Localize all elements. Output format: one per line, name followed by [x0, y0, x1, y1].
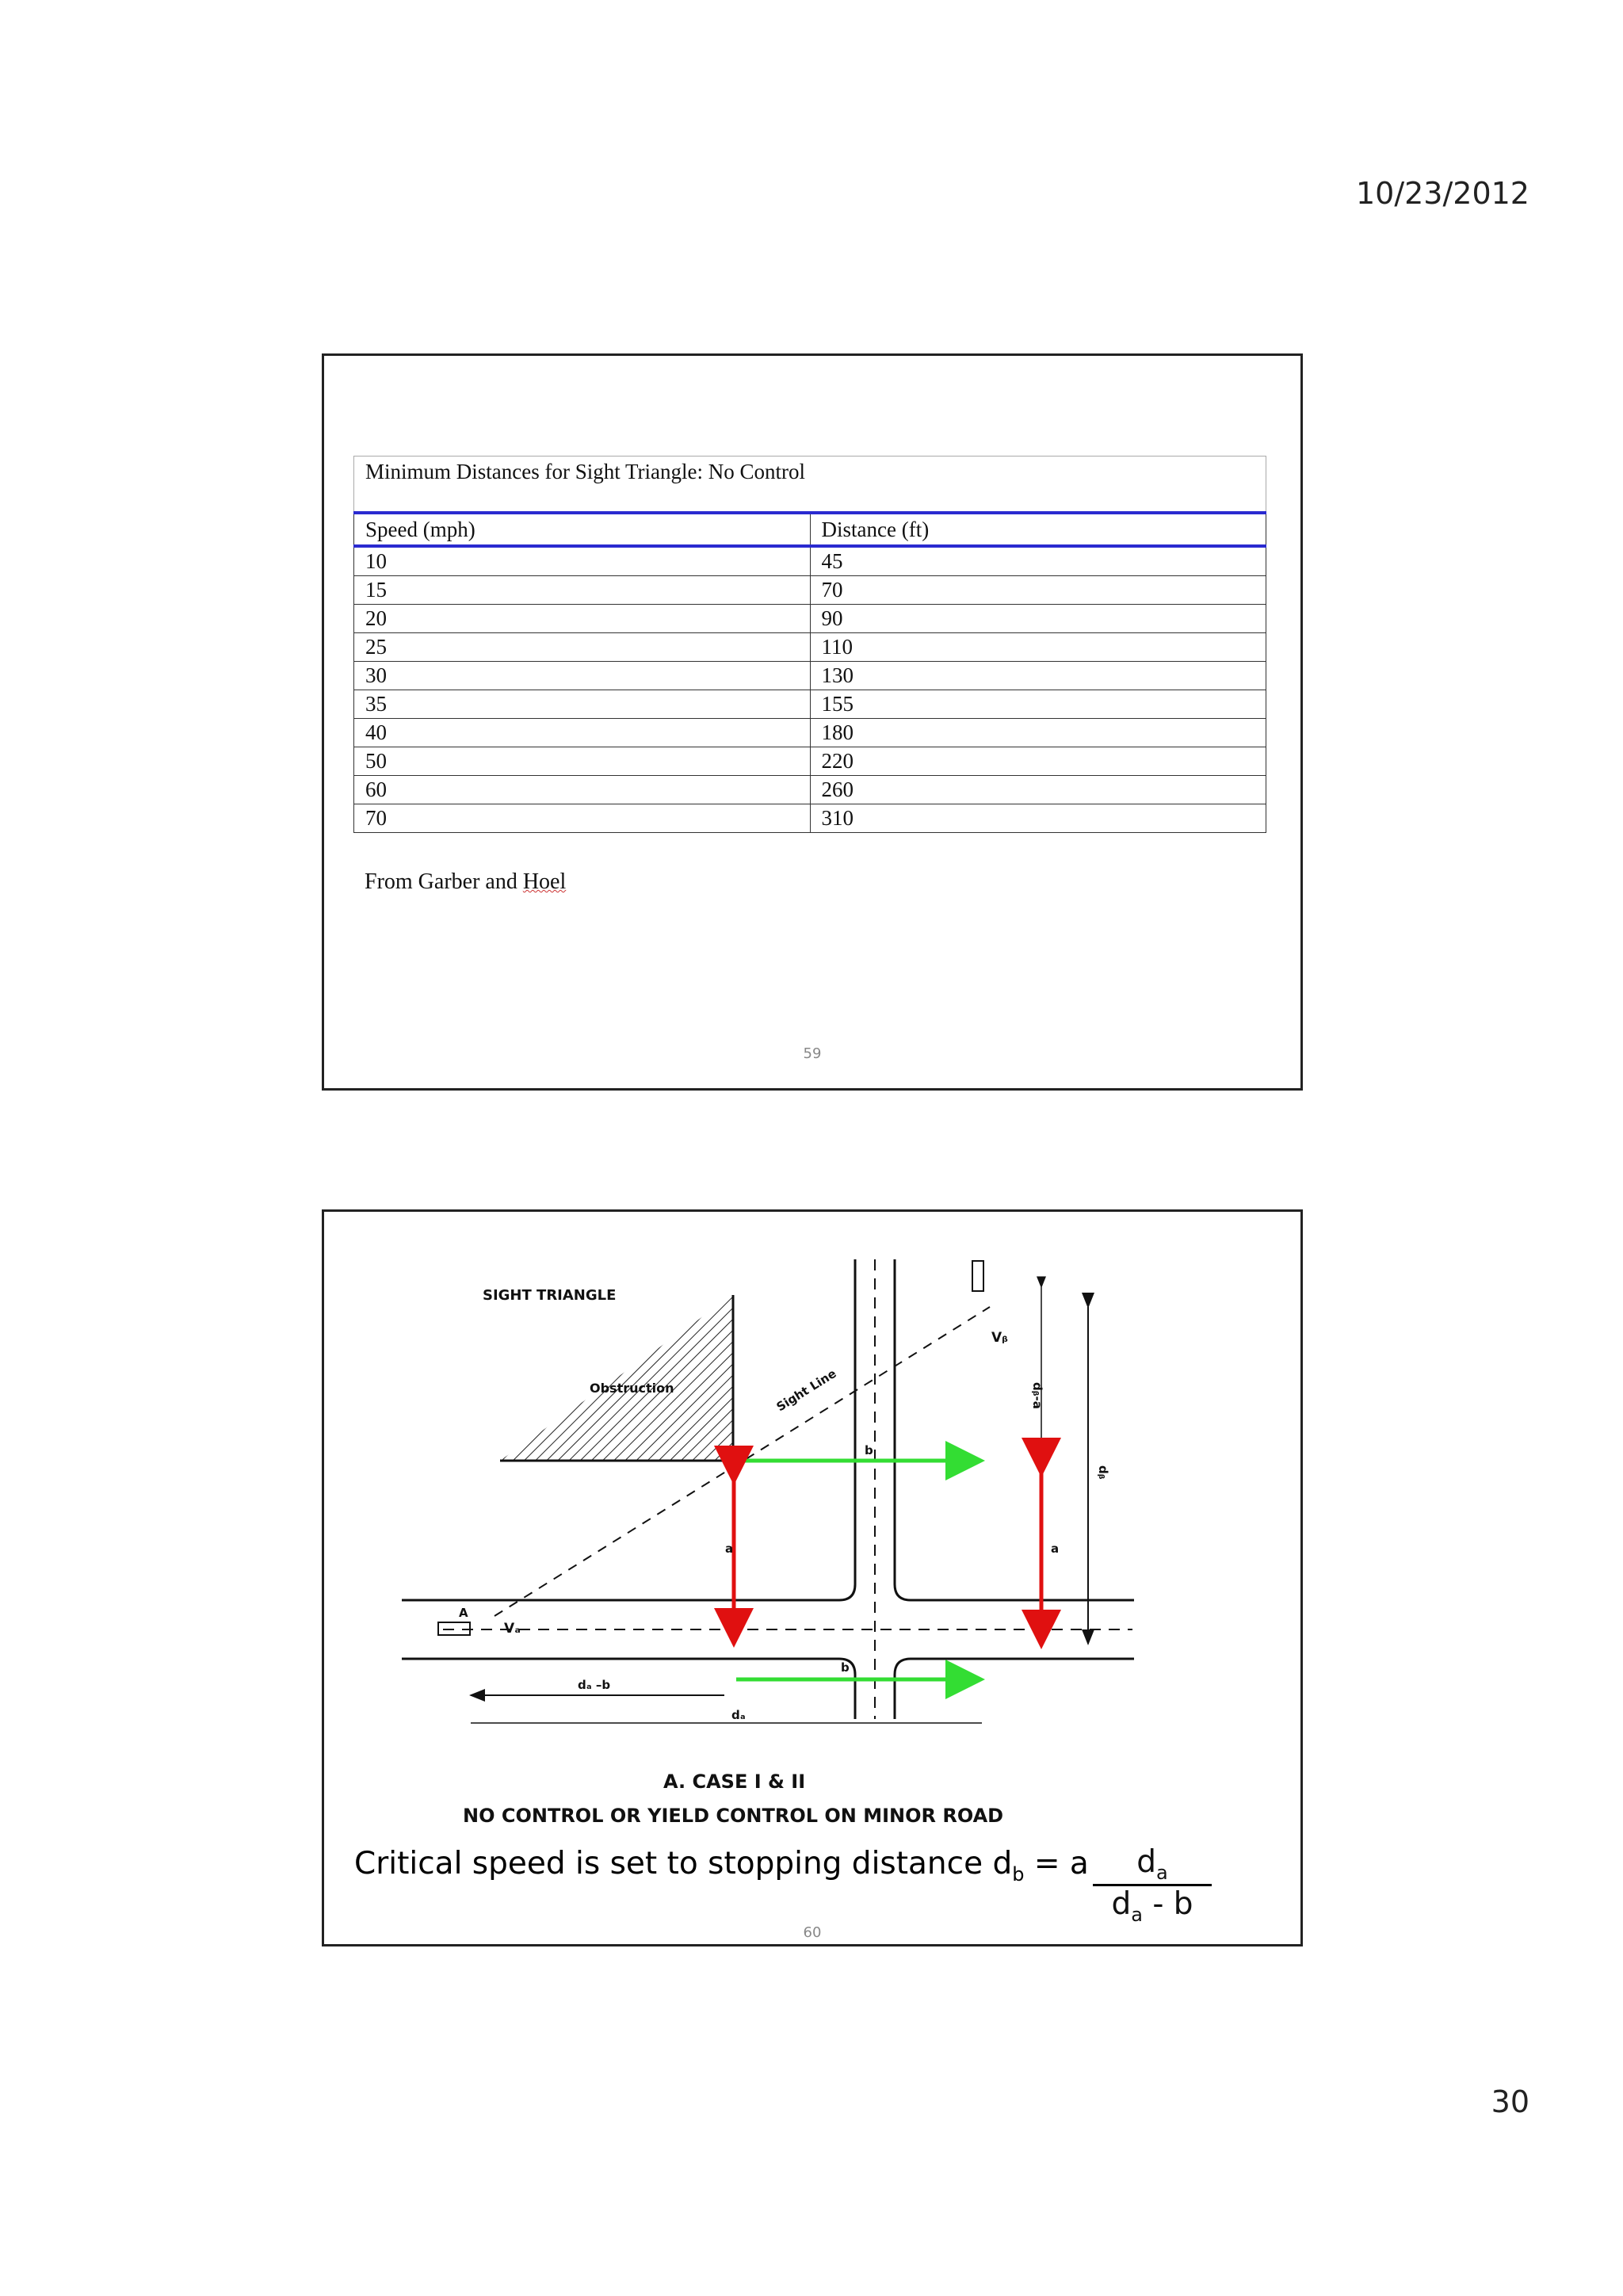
cell-speed: 40: [354, 719, 811, 747]
frac-den-rest: - b: [1142, 1885, 1193, 1922]
distance-table-wrap: [353, 456, 1266, 833]
label-vehicle-a: A: [459, 1606, 468, 1620]
cell-speed: 25: [354, 633, 811, 662]
cell-speed: 30: [354, 662, 811, 690]
label-b-lower: b: [841, 1660, 850, 1675]
label-sight-triangle: SIGHT TRIANGLE: [483, 1287, 617, 1304]
cell-distance: 155: [810, 690, 1266, 719]
header-speed: Speed (mph): [354, 513, 811, 546]
critical-speed-caption: [354, 1846, 1089, 1885]
label-da: dₐ: [731, 1708, 746, 1722]
caption-sub: b: [1012, 1862, 1025, 1885]
table-row: [354, 576, 1266, 605]
label-a-right: a: [1051, 1541, 1060, 1556]
vehicle-b: [972, 1261, 983, 1291]
major-road-bottom-right: [895, 1659, 1134, 1719]
source-name: Hoel: [522, 869, 567, 894]
cell-speed: 20: [354, 605, 811, 633]
page-date: 10/23/2012: [1355, 176, 1529, 211]
label-case: A. CASE I & II: [663, 1771, 806, 1793]
label-va: Vₐ: [504, 1621, 521, 1637]
slide-59: [322, 353, 1303, 1091]
table-row: [354, 690, 1266, 719]
table-title: Minimum Distances for Sight Triangle: No Control: [353, 456, 1266, 511]
major-road-top-right: [895, 1259, 1134, 1600]
cell-distance: 70: [810, 576, 1266, 605]
label-db-minus-a: dᵦ-a: [1030, 1382, 1044, 1409]
table-header-row: [354, 513, 1266, 546]
cell-distance: 90: [810, 605, 1266, 633]
cell-speed: 15: [354, 576, 811, 605]
label-a-left: a: [725, 1541, 734, 1556]
cell-distance: 220: [810, 747, 1266, 776]
label-obstruction: Obstruction: [590, 1381, 674, 1396]
label-subtitle: NO CONTROL OR YIELD CONTROL ON MINOR ROAD: [463, 1805, 1004, 1827]
label-db: dᵦ: [1096, 1465, 1110, 1480]
page-number: 30: [1491, 2084, 1529, 2119]
table-row: [354, 662, 1266, 690]
frac-num-var: d: [1136, 1844, 1157, 1880]
slide-number: 60: [803, 1924, 822, 1941]
table-row: [354, 605, 1266, 633]
table-row: [354, 633, 1266, 662]
major-road-bottom-left: [402, 1659, 855, 1719]
label-da-minus-b: dₐ –b: [578, 1678, 611, 1692]
obstruction-hatch: [500, 1295, 733, 1461]
cell-distance: 110: [810, 633, 1266, 662]
table-row: [354, 546, 1266, 576]
source-prefix: From Garber and: [365, 869, 523, 894]
fraction-numerator: [1093, 1844, 1212, 1886]
caption-fraction: [1093, 1844, 1212, 1926]
fraction-denominator: [1093, 1886, 1212, 1926]
cell-speed: 35: [354, 690, 811, 719]
cell-speed: 70: [354, 804, 811, 833]
caption-eq: = a: [1024, 1846, 1089, 1881]
cell-distance: 260: [810, 776, 1266, 804]
sight-triangle-diagram: [324, 1212, 1300, 1944]
table-row: [354, 776, 1266, 804]
header-distance: Distance (ft): [810, 513, 1266, 546]
label-sight-line: Sight Line: [773, 1366, 839, 1415]
distance-table: [353, 511, 1266, 833]
table-row: [354, 719, 1266, 747]
cell-distance: 310: [810, 804, 1266, 833]
table-row: [354, 804, 1266, 833]
frac-den-var: d: [1111, 1885, 1132, 1922]
cell-speed: 50: [354, 747, 811, 776]
slide-60: [322, 1209, 1303, 1946]
slide-number: 59: [803, 1045, 822, 1062]
cell-distance: 45: [810, 546, 1266, 576]
cell-speed: 60: [354, 776, 811, 804]
frac-num-sub: a: [1156, 1861, 1168, 1884]
cell-speed: 10: [354, 546, 811, 576]
frac-den-sub: a: [1131, 1903, 1143, 1926]
caption-text: Critical speed is set to stopping distance d: [354, 1846, 1013, 1881]
source-note: [365, 869, 566, 895]
cell-distance: 180: [810, 719, 1266, 747]
cell-distance: 130: [810, 662, 1266, 690]
label-b-upper: b: [865, 1443, 873, 1457]
table-row: [354, 747, 1266, 776]
label-vb: Vᵦ: [991, 1330, 1008, 1346]
